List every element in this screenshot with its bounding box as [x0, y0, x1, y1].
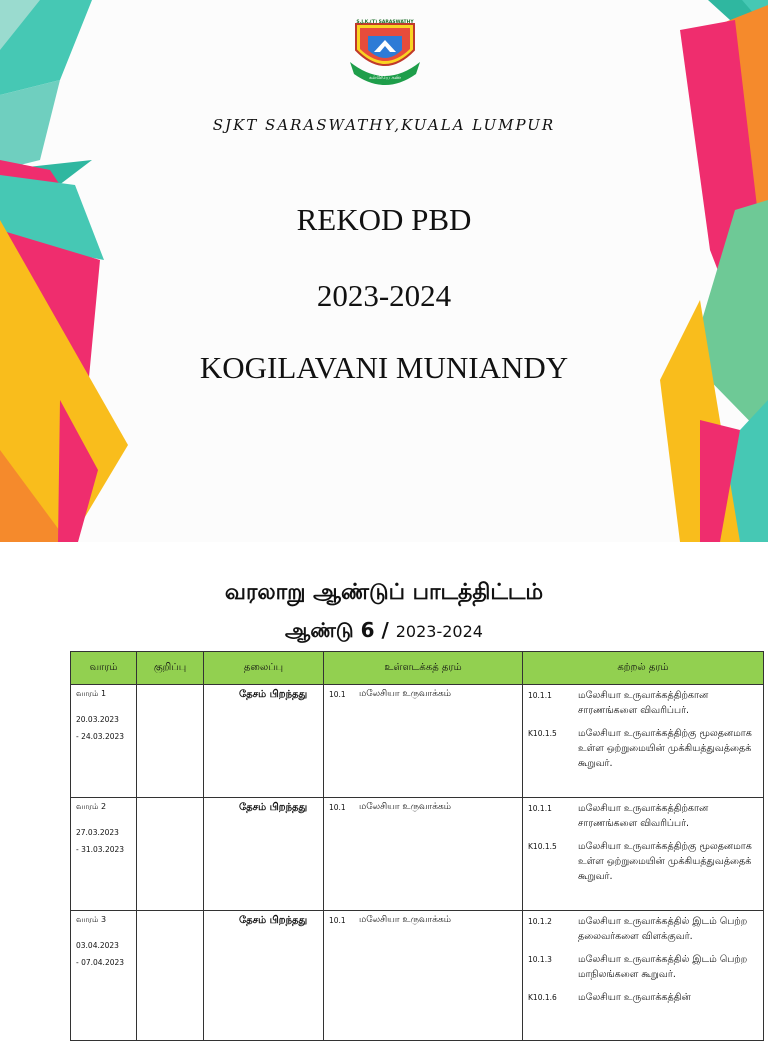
week-start-date: 03.04.2023	[76, 941, 119, 950]
week-cell	[71, 798, 137, 911]
header-learning-standard: கற்றல் தரம்	[523, 652, 764, 685]
week-end-date: - 24.03.2023	[76, 732, 125, 741]
learning-standard	[528, 726, 758, 771]
standard-cell	[523, 685, 764, 798]
plan-table	[70, 651, 764, 1041]
week-cell	[71, 911, 137, 1041]
standard-number: 10.1.3	[528, 955, 552, 964]
learning-standard	[528, 839, 758, 884]
record-year: 2023-2024	[316, 278, 452, 313]
week-end-date: - 07.04.2023	[76, 958, 125, 967]
content-text: மலேசியா உருவாக்கம்	[359, 689, 452, 699]
content-text: மலேசியா உருவாக்கம்	[359, 915, 452, 925]
content-number: 10.1	[329, 690, 346, 699]
standard-number: K10.1.5	[528, 729, 557, 738]
theme-cell	[204, 685, 324, 798]
theme-text: தேசம் பிறந்தது	[239, 802, 308, 813]
week-label: வாரம் 1	[76, 689, 107, 698]
content-cell	[324, 798, 523, 911]
school-name: SJKT SARASWATHY,KUALA LUMPUR	[212, 116, 556, 134]
standard-number: K10.1.6	[528, 993, 557, 1002]
content-number: 10.1	[329, 916, 346, 925]
standard-cell	[523, 911, 764, 1041]
week-start-date: 27.03.2023	[76, 828, 119, 837]
standard-text: மலேசியா உருவாக்கத்தில் இடம் பெற்ற மாநிலங்களை கூறுவர்.	[578, 954, 748, 980]
standard-text: மலேசியா உருவாக்கத்திற்கான சாரணங்களை விவரிப்பர்.	[578, 803, 709, 829]
standard-text: மலேசியா உருவாக்கத்திற்கு மூலதனமாக உள்ள ஒற்றுமையின் முக்கியத்துவத்தைக் கூறுவர்.	[578, 841, 752, 882]
school-logo	[346, 18, 424, 88]
plan-year: 2023-2024	[395, 622, 483, 641]
page-gap	[0, 542, 768, 552]
table-row	[71, 911, 764, 1041]
table-header-row	[71, 652, 764, 685]
table-row	[71, 798, 764, 911]
plan-title: வரலாறு ஆண்டுப் பாடத்திட்டம்	[224, 580, 544, 605]
note-cell	[137, 685, 204, 798]
learning-standard	[528, 952, 758, 982]
theme-cell	[204, 798, 324, 911]
standard-number: 10.1.1	[528, 691, 552, 700]
theme-cell	[204, 911, 324, 1041]
standard-text: மலேசியா உருவாக்கத்தில் இடம் பெற்ற தலைவர்களை விளக்குவர்.	[578, 916, 748, 942]
record-title: REKOD PBD	[296, 202, 472, 237]
week-label: வாரம் 3	[76, 915, 107, 924]
standard-text: மலேசியா உருவாக்கத்திற்கான சாரணங்களை விவரிப்பர்.	[578, 690, 709, 716]
theme-text: தேசம் பிறந்தது	[239, 689, 308, 700]
header-week: வாரம்	[71, 652, 137, 685]
standard-number: 10.1.1	[528, 804, 552, 813]
content-number: 10.1	[329, 803, 346, 812]
plan-year-label: ஆண்டு 6 /	[285, 618, 389, 642]
teacher-name: KOGILAVANI MUNIANDY	[199, 350, 569, 385]
week-label: வாரம் 2	[76, 802, 107, 811]
learning-standard	[528, 801, 758, 831]
content-text: மலேசியா உருவாக்கம்	[359, 802, 452, 812]
yearly-plan-page	[0, 552, 768, 1024]
learning-standard	[528, 914, 758, 944]
week-start-date: 20.03.2023	[76, 715, 119, 724]
standard-number: 10.1.2	[528, 917, 552, 926]
note-cell	[137, 911, 204, 1041]
note-cell	[137, 798, 204, 911]
learning-standard	[528, 990, 758, 1005]
plan-subtitle	[0, 618, 768, 645]
svg-text:கல்வியே கண்: கல்வியே கண்	[368, 75, 402, 81]
week-cell	[71, 685, 137, 798]
week-end-date: - 31.03.2023	[76, 845, 125, 854]
content-cell	[324, 911, 523, 1041]
theme-text: தேசம் பிறந்தது	[239, 915, 308, 926]
standard-text: மலேசியா உருவாக்கத்தின்	[578, 992, 691, 1003]
standard-text: மலேசியா உருவாக்கத்திற்கு மூலதனமாக உள்ள ஒற்றுமையின் முக்கியத்துவத்தைக் கூறுவர்.	[578, 728, 752, 769]
learning-standard	[528, 688, 758, 718]
header-note: குறிப்பு	[137, 652, 204, 685]
header-content-standard: உள்ளடக்கத் தரம்	[324, 652, 523, 685]
standard-cell	[523, 798, 764, 911]
svg-text:S.J.K.(T) SARASWATHY: S.J.K.(T) SARASWATHY	[356, 20, 414, 25]
content-cell	[324, 685, 523, 798]
standard-number: K10.1.5	[528, 842, 557, 851]
header-theme: தலைப்பு	[204, 652, 324, 685]
table-row	[71, 685, 764, 798]
